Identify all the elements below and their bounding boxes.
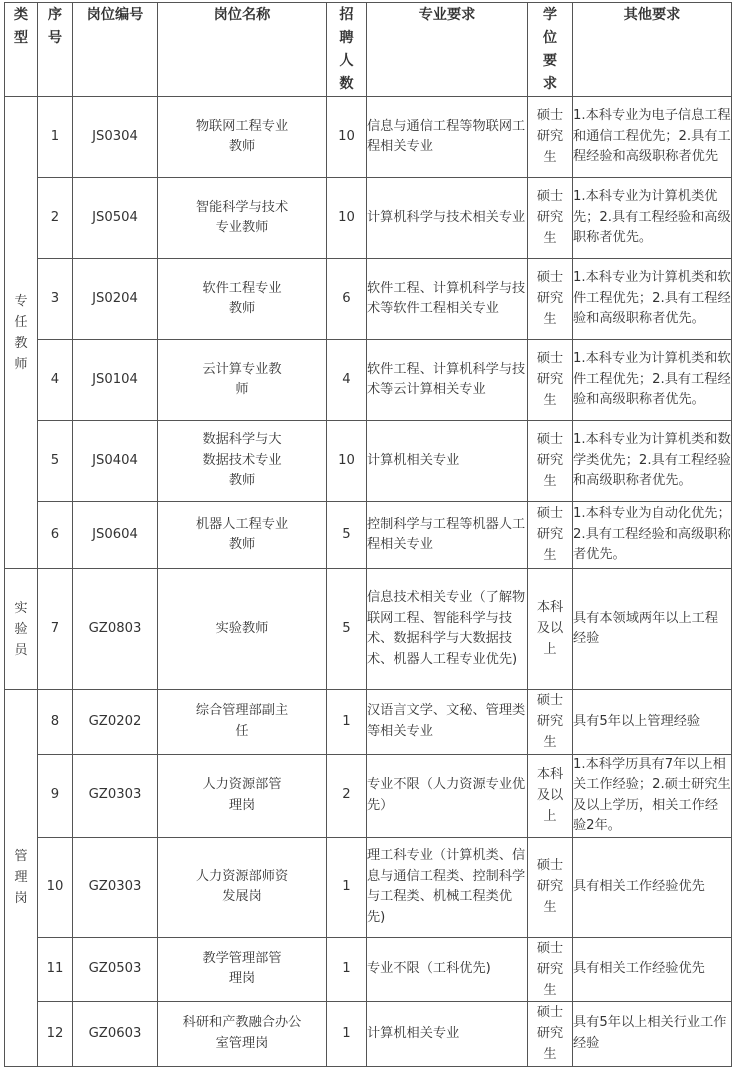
row-count: 10 bbox=[327, 421, 367, 502]
table-row bbox=[5, 1002, 732, 1067]
row-major: 计算机科学与技术相关专业 bbox=[367, 178, 528, 259]
row-seq: 8 bbox=[38, 690, 73, 755]
row-code: GZ0503 bbox=[73, 937, 158, 1002]
row-other: 1.本科学历具有7年以上相关工作经验；2.硕士研究生及以上学历，相关工作经验2年。 bbox=[573, 754, 732, 837]
header-major: 专业要求 bbox=[367, 3, 528, 97]
row-seq: 4 bbox=[38, 340, 73, 421]
row-degree: 本科及以上 bbox=[528, 569, 573, 690]
row-major: 理工科专业（计算机类、信息与通信工程类、控制科学与工程类、机械工程类优先) bbox=[367, 837, 528, 937]
table-row bbox=[5, 259, 732, 340]
row-count: 6 bbox=[327, 259, 367, 340]
row-other: 具有相关工作经验优先 bbox=[573, 837, 732, 937]
row-name: 人力资源部管理岗 bbox=[158, 754, 327, 837]
row-other: 1.本科专业为电子信息工程和通信工程优先；2.具有工程经验和高级职称者优先 bbox=[573, 97, 732, 178]
row-major: 信息技术相关专业（了解物联网工程、智能科学与技术、数据科学与大数据技术、机器人工程专业优先) bbox=[367, 569, 528, 690]
row-code: JS0604 bbox=[73, 502, 158, 569]
row-degree: 硕士研究生 bbox=[528, 937, 573, 1002]
row-major: 专业不限（工科优先) bbox=[367, 937, 528, 1002]
row-major: 计算机相关专业 bbox=[367, 1002, 528, 1067]
row-code: JS0304 bbox=[73, 97, 158, 178]
row-count: 4 bbox=[327, 340, 367, 421]
row-name: 软件工程专业教师 bbox=[158, 259, 327, 340]
row-major: 软件工程、计算机科学与技术等云计算相关专业 bbox=[367, 340, 528, 421]
row-name: 教学管理部管理岗 bbox=[158, 937, 327, 1002]
row-degree: 硕士研究生 bbox=[528, 97, 573, 178]
row-name: 数据科学与大数据技术专业教师 bbox=[158, 421, 327, 502]
row-degree: 硕士研究生 bbox=[528, 178, 573, 259]
header-code: 岗位编号 bbox=[73, 3, 158, 97]
row-seq: 12 bbox=[38, 1002, 73, 1067]
row-code: GZ0202 bbox=[73, 690, 158, 755]
table-row bbox=[5, 502, 732, 569]
table-row bbox=[5, 178, 732, 259]
row-degree: 硕士研究生 bbox=[528, 421, 573, 502]
row-seq: 7 bbox=[38, 569, 73, 690]
header-degree: 学位要求 bbox=[528, 3, 573, 97]
row-degree: 本科及以上 bbox=[528, 754, 573, 837]
row-degree: 硕士研究生 bbox=[528, 259, 573, 340]
header-row bbox=[5, 3, 732, 97]
row-name: 智能科学与技术专业教师 bbox=[158, 178, 327, 259]
row-code: JS0404 bbox=[73, 421, 158, 502]
row-seq: 2 bbox=[38, 178, 73, 259]
row-count: 10 bbox=[327, 97, 367, 178]
row-count: 5 bbox=[327, 502, 367, 569]
row-count: 2 bbox=[327, 754, 367, 837]
row-seq: 11 bbox=[38, 937, 73, 1002]
row-count: 1 bbox=[327, 690, 367, 755]
row-code: GZ0303 bbox=[73, 837, 158, 937]
row-other: 具有5年以上相关行业工作经验 bbox=[573, 1002, 732, 1067]
row-seq: 10 bbox=[38, 837, 73, 937]
header-other: 其他要求 bbox=[573, 3, 732, 97]
row-name: 科研和产教融合办公室管理岗 bbox=[158, 1002, 327, 1067]
row-code: GZ0603 bbox=[73, 1002, 158, 1067]
row-count: 5 bbox=[327, 569, 367, 690]
row-major: 软件工程、计算机科学与技术等软件工程相关专业 bbox=[367, 259, 528, 340]
table-row bbox=[5, 421, 732, 502]
row-name: 机器人工程专业教师 bbox=[158, 502, 327, 569]
table-row bbox=[5, 340, 732, 421]
row-count: 10 bbox=[327, 178, 367, 259]
row-degree: 硕士研究生 bbox=[528, 502, 573, 569]
row-major: 信息与通信工程等物联网工程相关专业 bbox=[367, 97, 528, 178]
row-seq: 9 bbox=[38, 754, 73, 837]
group-teacher: 专任教师 bbox=[5, 97, 38, 569]
row-seq: 1 bbox=[38, 97, 73, 178]
row-other: 具有5年以上管理经验 bbox=[573, 690, 732, 755]
table-row bbox=[5, 569, 732, 690]
header-seq: 序号 bbox=[38, 3, 73, 97]
row-degree: 硕士研究生 bbox=[528, 690, 573, 755]
row-major: 计算机相关专业 bbox=[367, 421, 528, 502]
row-code: GZ0303 bbox=[73, 754, 158, 837]
row-other: 1.本科专业为计算机类和软件工程优先；2.具有工程经验和高级职称者优先。 bbox=[573, 259, 732, 340]
row-major: 控制科学与工程等机器人工程相关专业 bbox=[367, 502, 528, 569]
row-name: 物联网工程专业教师 bbox=[158, 97, 327, 178]
row-other: 1.本科专业为计算机类和软件工程优先；2.具有工程经验和高级职称者优先。 bbox=[573, 340, 732, 421]
row-name: 综合管理部副主任 bbox=[158, 690, 327, 755]
row-count: 1 bbox=[327, 837, 367, 937]
table-row bbox=[5, 754, 732, 837]
row-major: 汉语言文学、文秘、管理类等相关专业 bbox=[367, 690, 528, 755]
row-other: 具有相关工作经验优先 bbox=[573, 937, 732, 1002]
row-other: 1.本科专业为计算机类和数学类优先；2.具有工程经验和高级职称者优先。 bbox=[573, 421, 732, 502]
row-name: 云计算专业教师 bbox=[158, 340, 327, 421]
row-count: 1 bbox=[327, 937, 367, 1002]
row-code: GZ0803 bbox=[73, 569, 158, 690]
row-other: 1.本科专业为自动化优先；2.具有工程经验和高级职称者优先。 bbox=[573, 502, 732, 569]
row-name: 人力资源部师资发展岗 bbox=[158, 837, 327, 937]
row-seq: 6 bbox=[38, 502, 73, 569]
recruitment-table bbox=[4, 2, 732, 1067]
row-degree: 硕士研究生 bbox=[528, 1002, 573, 1067]
row-code: JS0104 bbox=[73, 340, 158, 421]
header-type: 类型 bbox=[5, 3, 38, 97]
row-other: 具有本领域两年以上工程经验 bbox=[573, 569, 732, 690]
row-degree: 硕士研究生 bbox=[528, 837, 573, 937]
row-other: 1.本科专业为计算机类优先；2.具有工程经验和高级职称者优先。 bbox=[573, 178, 732, 259]
table-row bbox=[5, 97, 732, 178]
row-code: JS0204 bbox=[73, 259, 158, 340]
table-row bbox=[5, 937, 732, 1002]
table-row bbox=[5, 690, 732, 755]
row-degree: 硕士研究生 bbox=[528, 340, 573, 421]
row-code: JS0504 bbox=[73, 178, 158, 259]
row-seq: 5 bbox=[38, 421, 73, 502]
row-name: 实验教师 bbox=[158, 569, 327, 690]
row-major: 专业不限（人力资源专业优先） bbox=[367, 754, 528, 837]
group-lab: 实验员 bbox=[5, 569, 38, 690]
header-name: 岗位名称 bbox=[158, 3, 327, 97]
group-admin: 管理岗 bbox=[5, 690, 38, 1067]
header-count: 招聘人数 bbox=[327, 3, 367, 97]
table-row bbox=[5, 837, 732, 937]
row-seq: 3 bbox=[38, 259, 73, 340]
row-count: 1 bbox=[327, 1002, 367, 1067]
